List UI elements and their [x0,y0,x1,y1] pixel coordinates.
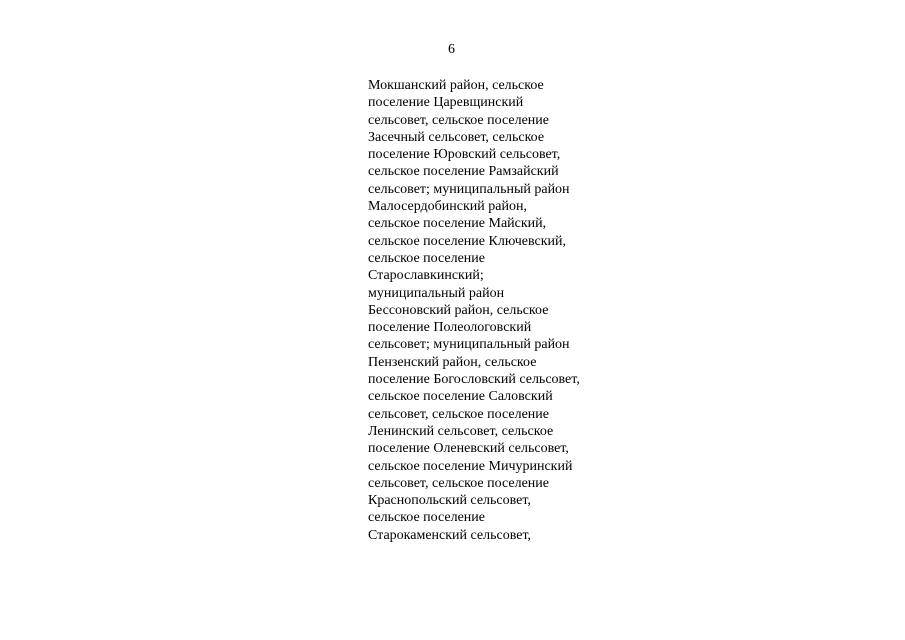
text-line: Ленинский сельсовет, сельское [368,423,554,439]
body-text [368,77,628,544]
text-line: Старокаменский сельсовет, [368,527,532,543]
text-line: поселение Юровский сельсовет, [368,147,561,163]
text-line: сельское поселение [368,510,485,526]
text-line: поселение Оленевский сельсовет, [368,441,569,457]
text-line: сельсовет; муниципальный район [368,181,570,197]
text-line: поселение Царевщинский [368,95,524,111]
text-line: сельское поселение Ключевский, [368,233,567,249]
text-line: сельское поселение [368,250,485,266]
text-line: Малосердобинский район, [368,199,527,215]
text-line: сельское поселение Рамзайский [368,164,559,180]
text-line: сельское поселение Мичуринский [368,458,573,474]
text-line: сельское поселение Майский, [368,216,547,232]
text-line: сельское поселение Саловский [368,389,553,405]
text-line: Бессоновский район, сельское [368,302,549,318]
text-line: поселение Полеологовский [368,320,532,336]
text-line: Засечный сельсовет, сельское [368,129,545,145]
text-line: сельсовет; муниципальный район [368,337,570,353]
text-line: Пензенский район, сельское [368,354,537,370]
text-line: муниципальный район [368,285,505,301]
text-line: сельсовет, сельское поселение [368,475,549,491]
text-line: Краснопольский сельсовет, [368,493,531,509]
text-line: сельсовет, сельское поселение [368,112,549,128]
text-line: сельсовет, сельское поселение [368,406,549,422]
text-line: Мокшанский район, сельское [368,78,544,93]
text-line: поселение Богословский сельсовет, [368,372,580,388]
text-line: Старославкинский; [368,268,484,284]
page-number: 6 [448,42,455,57]
